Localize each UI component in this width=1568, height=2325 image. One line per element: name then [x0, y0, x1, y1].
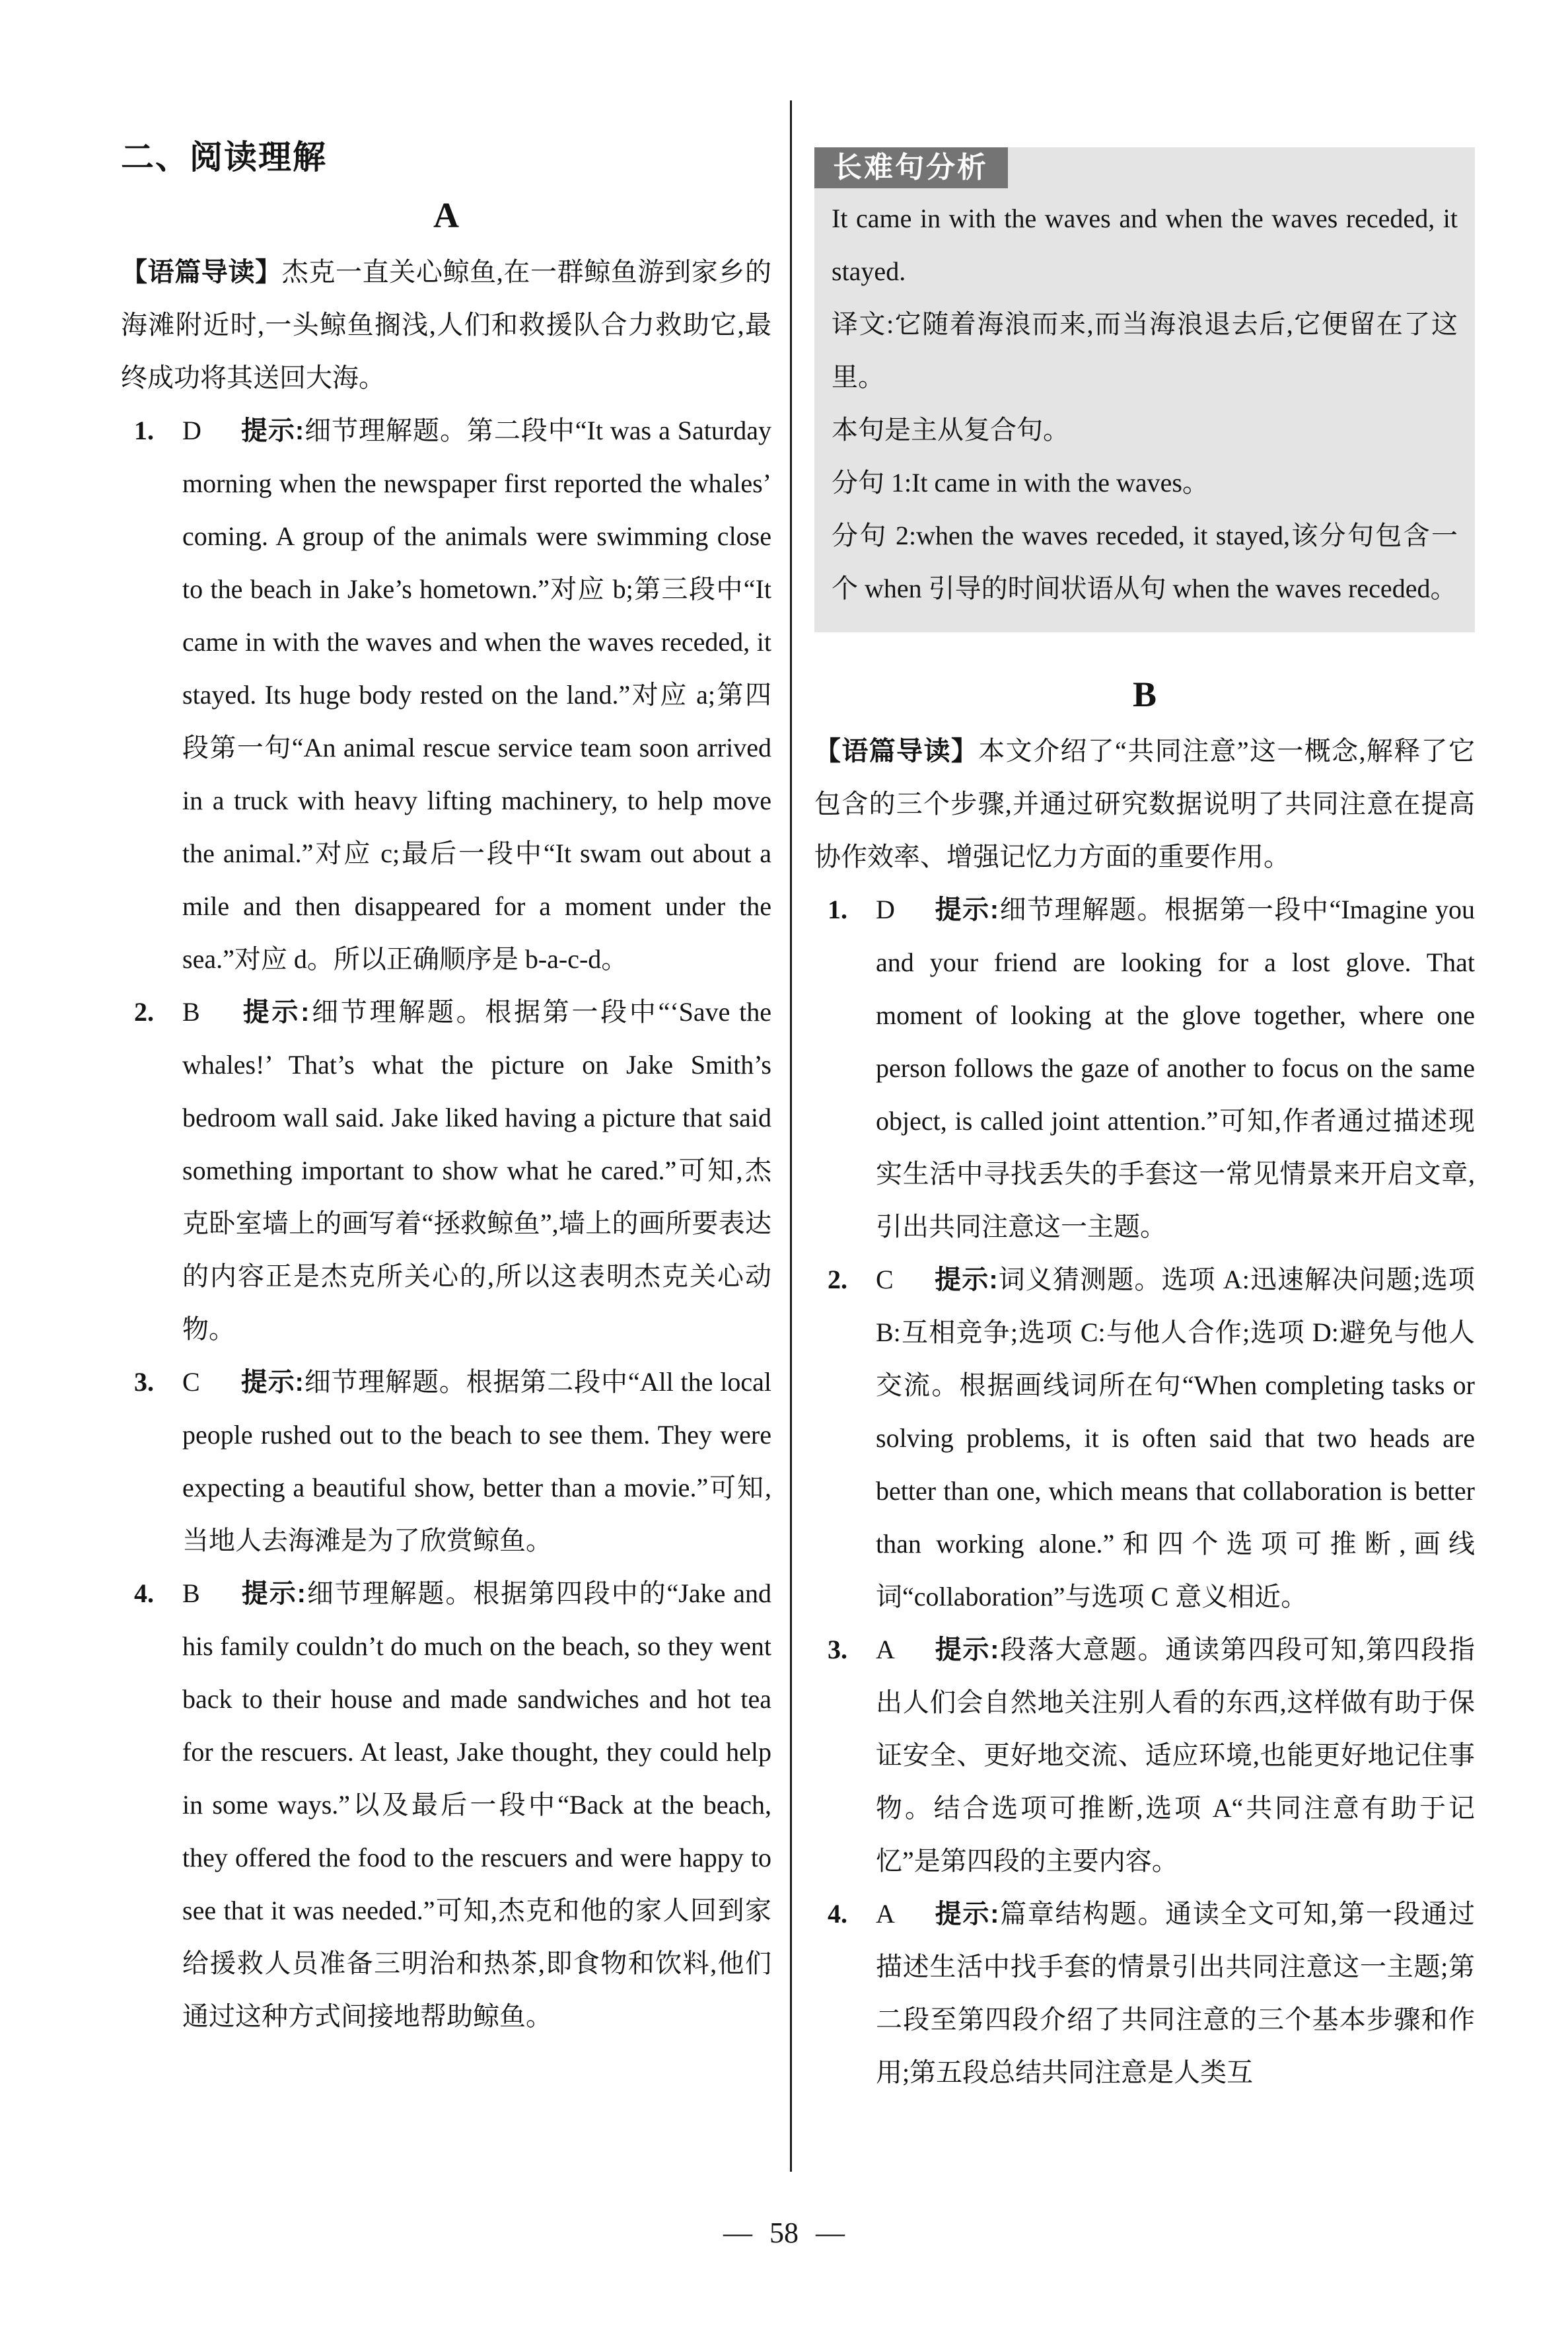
item-text: 篇章结构题。通读全文可知,第一段通过描述生活中找手套的情景引出共同注意这一主题;第二段至第四段介绍了共同注意的三个基本步骤和作用;第五段总结共同注意是人类互 — [876, 1899, 1475, 2087]
hint-label: 提示: — [240, 998, 310, 1027]
answer-item-b3 — [814, 1623, 1475, 1888]
answer-item-b4 — [814, 1888, 1475, 2099]
answer-item-a1 — [121, 404, 771, 986]
answer-letter: A — [876, 1635, 895, 1664]
answer-letter: B — [182, 1578, 200, 1608]
item-number: 1. — [828, 895, 847, 924]
answer-letter: C — [876, 1265, 894, 1294]
hint-label: 提示: — [240, 1579, 306, 1608]
answer-letter: D — [876, 895, 895, 924]
intro-label: 【语篇导读】 — [814, 737, 979, 766]
hint-label: 提示: — [934, 1900, 999, 1929]
answer-item-b1 — [814, 883, 1475, 1253]
answer-letter: A — [876, 1899, 895, 1929]
column-divider — [790, 100, 792, 2172]
analysis-clause-2: 分句 2:when the waves receded, it stayed,该分句包含一个 when 引导的时间状语从句 when the waves receded。 — [832, 521, 1458, 603]
analysis-translation: 译文:它随着海浪而来,而当海浪退去后,它便留在了这里。 — [832, 309, 1458, 392]
page-number — [0, 2215, 1568, 2252]
passage-a-letter: A — [433, 196, 459, 235]
intro-label: 【语篇导读】 — [121, 258, 282, 287]
analysis-box-title: 长难句分析 — [814, 147, 1008, 188]
item-number: 2. — [828, 1265, 847, 1294]
item-text: 细节理解题。根据第二段中“All the local people rushed out to the beach to see them. They were expecting a beautiful show, better than a movie.”可知,当地人去海滩是为了欣赏鲸鱼。 — [182, 1367, 771, 1555]
hint-label: 提示: — [934, 1265, 998, 1294]
footer-page-number: 58 — [769, 2217, 799, 2249]
item-number: 2. — [134, 997, 154, 1027]
footer-right-dash: — — [816, 2217, 845, 2249]
item-text: 细节理解题。根据第四段中的“Jake and his family couldn’t do much on the beach, so they went back to their house and made sandwiches and hot tea for the rescuers. At least, Jake thought, they could help in some ways.”以及最后一段中“Back at the beach, they offered the food to the rescuers and were happy to see that it was needed.”可知,杰克和他的家人回到家给援救人员准备三明治和热茶,即食物和饮料,他们通过这种方式间接地帮助鲸鱼。 — [182, 1578, 771, 2031]
hint-label: 提示: — [934, 1635, 999, 1664]
passage-b-intro — [814, 725, 1475, 883]
answer-letter: B — [182, 997, 200, 1027]
passage-b-letter: B — [1132, 675, 1157, 714]
item-text: 词义猜测题。选项 A:迅速解决问题;选项 B:互相竞争;选项 C:与他人合作;选项 D:避免与他人交流。根据画线词所在句“When completing tasks or solving problems, it is often said that two heads are better than one, which means that collaboration is better than working alone.”和四个选项可推断,画线词“collaboration”与选项 C 意义相近。 — [876, 1265, 1475, 1611]
section-heading: 二、阅读理解 — [121, 139, 327, 176]
item-number: 3. — [828, 1635, 847, 1664]
analysis-sentence: It came in with the waves and when the waves receded, it stayed. — [832, 203, 1458, 286]
answer-item-a3 — [121, 1356, 771, 1567]
hint-label: 提示: — [240, 416, 304, 445]
intro-text: 本文介绍了“共同注意”这一概念,解释了它包含的三个步骤,并通过研究数据说明了共同注意在提高协作效率、增强记忆力方面的重要作用。 — [814, 736, 1475, 871]
item-text: 细节理解题。第二段中“It was a Saturday morning when the newspaper first reported the whales’ coming. A group of the animals were swimming close to the beach in Jake’s hometown.”对应 b;第三段中“It came in with the waves and when the waves receded, it stayed. Its huge body rested on the land.”对应 a;第四段第一句“An animal rescue service team soon arrived in a truck with heavy lifting machinery, to help move the animal.”对应 c;最后一段中“It swam out about a mile and then disappeared for a moment under the sea.”对应 d。所以正确顺序是 b-a-c-d。 — [182, 416, 771, 974]
footer-left-dash: — — [723, 2217, 752, 2249]
intro-text: 杰克一直关心鲸鱼,在一群鲸鱼游到家乡的海滩附近时,一头鲸鱼搁浅,人们和救援队合力救助它,最终成功将其送回大海。 — [121, 257, 771, 392]
item-number: 4. — [828, 1899, 847, 1929]
right-column — [814, 147, 1475, 2099]
answer-item-a4 — [121, 1567, 771, 2043]
analysis-clause-1: 分句 1:It came in with the waves。 — [832, 468, 1209, 498]
item-number: 3. — [134, 1367, 154, 1397]
item-text: 细节理解题。根据第一段中“‘Save the whales!’ That’s what the picture on Jake Smith’s bedroom wall said. Jake liked having a picture that said something important to show what he cared.”可知,杰克卧室墙上的画写着“拯救鲸鱼”,墙上的画所要表达的内容正是杰克所关心的,所以这表明杰克关心动物。 — [182, 997, 771, 1344]
hint-label: 提示: — [240, 1368, 304, 1397]
item-number: 4. — [134, 1578, 154, 1608]
answer-item-a2 — [121, 986, 771, 1356]
left-column — [121, 129, 771, 2043]
item-text: 段落大意题。通读第四段可知,第四段指出人们会自然地关注别人看的东西,这样做有助于保证安全、更好地交流、适应环境,也能更好地记住事物。结合选项可推断,选项 A“共同注意有助于记忆”是第四段的主要内容。 — [876, 1635, 1475, 1876]
item-text: 细节理解题。根据第一段中“Imagine you and your friend are looking for a lost glove. That moment of looking at the glove together, where one person follows the gaze of another to focus on the same object, is called joint attention.”可知,作者通过描述现实生活中寻找丢失的手套这一常见情景来开启文章,引出共同注意这一主题。 — [876, 895, 1475, 1241]
hint-label: 提示: — [934, 895, 999, 924]
answer-item-b2 — [814, 1253, 1475, 1623]
item-number: 1. — [134, 416, 154, 445]
analysis-note: 本句是主从复合句。 — [832, 415, 1069, 445]
answer-letter: D — [182, 416, 201, 445]
passage-a-intro — [121, 246, 771, 404]
answer-letter: C — [182, 1367, 200, 1397]
analysis-box — [814, 147, 1475, 632]
